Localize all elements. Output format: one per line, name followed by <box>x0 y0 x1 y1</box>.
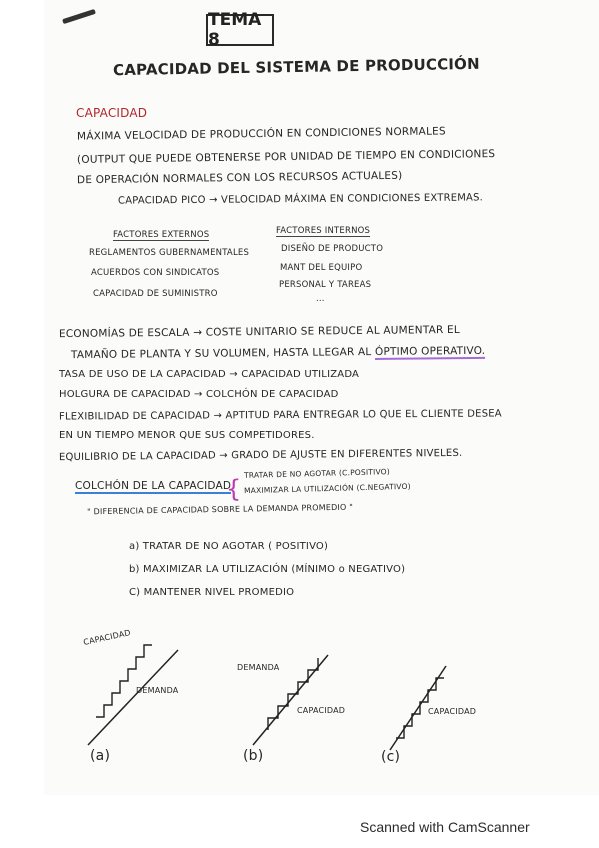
def-flexibilidad-2: EN UN TIEMPO MENOR QUE SUS COMPETIDORES. <box>59 430 315 441</box>
figure-a-label: (a) <box>90 748 111 764</box>
factores-internos-title: FACTORES INTERNOS <box>276 226 371 236</box>
economias-line-2-text: TAMAÑO DE PLANTA Y SU VOLUMEN, HASTA LLEGAR AL <box>70 345 376 362</box>
factor-interno-3: PERSONAL Y TAREAS <box>279 280 372 290</box>
capacidad-line-3: DE OPERACIÓN NORMALES CON LOS RECURSOS ACTUALES) <box>76 169 403 187</box>
factor-externo-3: CAPACIDAD DE SUMINISTRO <box>93 289 218 299</box>
def-equilibrio: EQUILIBRIO DE LA CAPACIDAD → GRADO DE AJUSTE EN DIFERENTES NIVELES. <box>58 447 463 464</box>
colchon-quote: " DIFERENCIA DE CAPACIDAD SOBRE LA DEMANDA PROMEDIO " <box>86 502 354 517</box>
economias-line-1: ECONOMÍAS DE ESCALA → COSTE UNITARIO SE REDUCE AL AUMENTAR EL <box>58 323 460 341</box>
figure-c-label: (c) <box>381 749 401 765</box>
factor-interno-1: DISEÑO DE PRODUCTO <box>281 244 384 254</box>
factor-externo-1: REGLAMENTOS GUBERNAMENTALES <box>89 248 250 258</box>
tema-label: TEMA 8 <box>208 10 262 50</box>
colchon-heading <box>75 480 231 492</box>
figure-b-label: (b) <box>243 748 264 764</box>
colchon-option-2: MAXIMIZAR LA UTILIZACIÓN (C.NEGATIVO) <box>243 481 411 496</box>
page-title: CAPACIDAD DEL SISTEMA DE PRODUCCIÓN <box>112 54 480 80</box>
colchon-item-c: C) MANTENER NIVEL PROMEDIO <box>129 587 295 598</box>
tema-box <box>206 10 274 50</box>
figure-b-demand-label: DEMANDA <box>237 663 280 672</box>
factor-interno-4: ... <box>316 294 325 304</box>
factores-externos-title: FACTORES EXTERNOS <box>113 230 210 240</box>
figure-a-demand-label: DEMANDA <box>136 686 179 695</box>
factor-interno-2: MANT DEL EQUIPO <box>280 263 363 273</box>
capacidad-line-1: MÁXIMA VELOCIDAD DE PRODUCCIÓN EN CONDICIONES NORMALES <box>76 125 446 143</box>
colchon-heading-text: COLCHÓN DE LA CAPACIDAD <box>75 480 232 492</box>
def-holgura: HOLGURA DE CAPACIDAD → COLCHÓN DE CAPACIDAD <box>59 389 339 400</box>
figure-a-capacity-label: CAPACIDAD <box>82 628 132 647</box>
colchon-brace: { <box>226 475 242 503</box>
colchon-option-1: TRATAR DE NO AGOTAR (C.POSITIVO) <box>243 467 391 480</box>
scanned-footer: Scanned with CamScanner <box>360 819 530 835</box>
colchon-item-a: a) TRATAR DE NO AGOTAR ( POSITIVO) <box>129 541 329 552</box>
capacidad-line-2: (OUTPUT QUE PUEDE OBTENERSE POR UNIDAD DE TIEMPO EN CONDICIONES <box>76 148 496 166</box>
def-tasa: TASA DE USO DE LA CAPACIDAD → CAPACIDAD UTILIZADA <box>59 369 360 380</box>
figure-a-demand-line <box>88 650 178 745</box>
figure-c-capacity-label: CAPACIDAD <box>428 707 477 716</box>
factor-externo-2: ACUERDOS CON SINDICATOS <box>91 268 220 278</box>
figure-b-capacity-label: CAPACIDAD <box>297 706 346 715</box>
capacidad-heading: CAPACIDAD <box>76 106 148 120</box>
capacidad-pico-line: CAPACIDAD PICO → VELOCIDAD MÁXIMA EN CONDICIONES EXTREMAS. <box>117 192 484 207</box>
colchon-item-b: b) MAXIMIZAR LA UTILIZACIÓN (MÍNIMO o NEGATIVO) <box>129 564 406 575</box>
optimo-operativo: ÓPTIMO OPERATIVO. <box>374 344 486 358</box>
def-flexibilidad-1: FLEXIBILIDAD DE CAPACIDAD → APTITUD PARA ENTREGAR LO QUE EL CLIENTE DESEA <box>58 408 502 423</box>
